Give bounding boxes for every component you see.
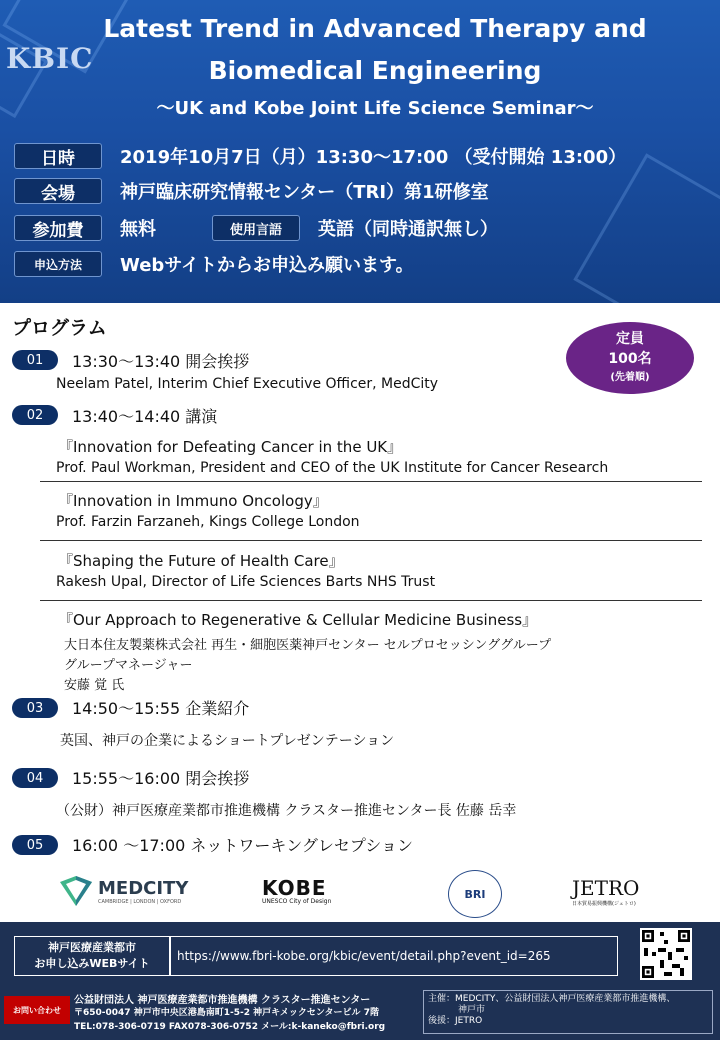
fee-label: 参加費	[14, 215, 102, 241]
talk-4-title: 『Our Approach to Regenerative & Cellular Medicine Business』	[58, 611, 538, 629]
venue-value: 神戸臨床研究情報センター（TRI）第1研修室	[120, 182, 489, 203]
divider	[40, 481, 702, 482]
medcity-subtext: CAMBRIDGE | LONDON | OXFORD	[98, 898, 182, 905]
capacity-badge	[566, 322, 694, 394]
kobe-logo	[262, 876, 331, 905]
medcity-logo	[58, 874, 188, 908]
capacity-label: 定員	[616, 331, 644, 347]
language-value: 英語（同時通訳無し）	[318, 219, 498, 240]
talk-4-speaker-org: 大日本住友製薬株式会社 再生・細胞医薬神戸センター セルプロセッシンググループ	[64, 638, 552, 653]
hero-banner	[0, 0, 720, 303]
website-label-box	[14, 936, 170, 976]
talk-2-title: 『Innovation in Immuno Oncology』	[58, 492, 328, 510]
org-address: 〒650-0047 神戸市中央区港島南町1-5-2 神戸キメックセンタービル 7階	[74, 1008, 379, 1018]
bri-text: BRI	[464, 887, 486, 901]
session-04-desc: （公財）神戸医療産業都市推進機構 クラスター推進センター長 佐藤 岳幸	[56, 803, 517, 819]
divider	[40, 600, 702, 601]
sponsor-line1: 主催：MEDCITY、公益財団法人神戸医療産業都市推進機構、	[428, 994, 676, 1004]
date-value: 2019年10月7日（月）13:30〜17:00 （受付開始 13:00）	[120, 147, 627, 168]
program-heading: プログラム	[12, 317, 107, 339]
session-number-04: 04	[12, 768, 58, 788]
apply-value: Webサイトからお申込み願います。	[120, 255, 414, 276]
website-url[interactable]	[170, 936, 618, 976]
session-04-title: 15:55〜16:00 閉会挨拶	[72, 769, 250, 788]
language-label: 使用言語	[212, 215, 300, 241]
medcity-mark-icon	[58, 874, 94, 908]
title-line2: Biomedical Engineering	[208, 56, 542, 85]
session-01-speaker: Neelam Patel, Interim Chief Executive Officer, MedCity	[56, 376, 439, 392]
session-number-05: 05	[12, 835, 58, 855]
session-05-title: 16:00 〜17:00 ネットワーキングレセプション	[72, 836, 413, 855]
contact-label: お問い合わせ	[4, 996, 70, 1024]
org-name: 公益財団法人 神戸医療産業都市推進機構 クラスター推進センター	[74, 995, 371, 1006]
venue-row	[14, 176, 489, 206]
session-number-02: 02	[12, 405, 58, 425]
website-label-line2: お申し込みWEBサイト	[34, 957, 150, 970]
jetro-logo	[572, 876, 639, 907]
sponsor-line2: 神戸市	[458, 1005, 486, 1015]
talk-2-speaker: Prof. Farzin Farzaneh, Kings College London	[56, 514, 360, 530]
jetro-subtext: 日本貿易振興機構(ジェトロ)	[572, 901, 636, 907]
session-number-03: 03	[12, 698, 58, 718]
logo-text: KBIC	[6, 42, 94, 75]
subtitle: 〜UK and Kobe Joint Life Science Seminar〜	[156, 98, 594, 119]
capacity-note: (先着順)	[610, 372, 650, 383]
website-url-text[interactable]: https://www.fbri-kobe.org/kbic/event/detail.php?event_id=265	[177, 949, 551, 963]
talk-3-speaker: Rakesh Upal, Director of Life Sciences Barts NHS Trust	[56, 574, 436, 590]
fee-value: 無料	[120, 219, 156, 240]
date-label: 日時	[14, 143, 102, 169]
session-03-title: 14:50〜15:55 企業紹介	[72, 699, 250, 718]
title-line1: Latest Trend in Advanced Therapy and	[103, 14, 647, 43]
session-02-title: 13:40〜14:40 講演	[72, 407, 218, 426]
qr-code-icon	[640, 928, 692, 980]
talk-4-speaker-name: 安藤 覚 氏	[64, 678, 125, 693]
session-number-01: 01	[12, 350, 58, 370]
apply-row	[14, 249, 414, 279]
sponsor-line3: 後援：JETRO	[428, 1016, 483, 1026]
sponsor-box	[423, 990, 713, 1034]
website-label-line1: 神戸医療産業都市	[48, 941, 136, 954]
session-01-title: 13:30〜13:40 開会挨拶	[72, 352, 250, 371]
talk-3-title: 『Shaping the Future of Health Care』	[58, 552, 344, 570]
bri-logo	[448, 870, 502, 918]
divider	[40, 540, 702, 541]
kobe-text: KOBE	[262, 876, 327, 900]
talk-1-title: 『Innovation for Defeating Cancer in the UK』	[58, 438, 403, 456]
medcity-text: MEDCITY	[98, 877, 189, 899]
capacity-count: 100名	[608, 351, 652, 367]
session-03-desc: 英国、神戸の企業によるショートプレゼンテーション	[60, 733, 395, 749]
qr-code	[640, 928, 692, 980]
date-row	[14, 141, 626, 171]
partner-logos	[0, 868, 720, 920]
talk-1-speaker: Prof. Paul Workman, President and CEO of the UK Institute for Cancer Research	[56, 460, 609, 476]
org-contact: TEL:078-306-0719 FAX078-306-0752 メール:k-kaneko@fbri.org	[74, 1022, 386, 1032]
talk-4-speaker-role: グループマネージャー	[64, 658, 193, 673]
apply-label: 申込方法	[14, 251, 102, 277]
jetro-text: JETRO	[572, 876, 640, 900]
fee-row	[14, 213, 498, 243]
venue-label: 会場	[14, 178, 102, 204]
kobe-subtext: UNESCO City of Design	[262, 898, 332, 905]
hexagon-decor	[573, 153, 720, 303]
